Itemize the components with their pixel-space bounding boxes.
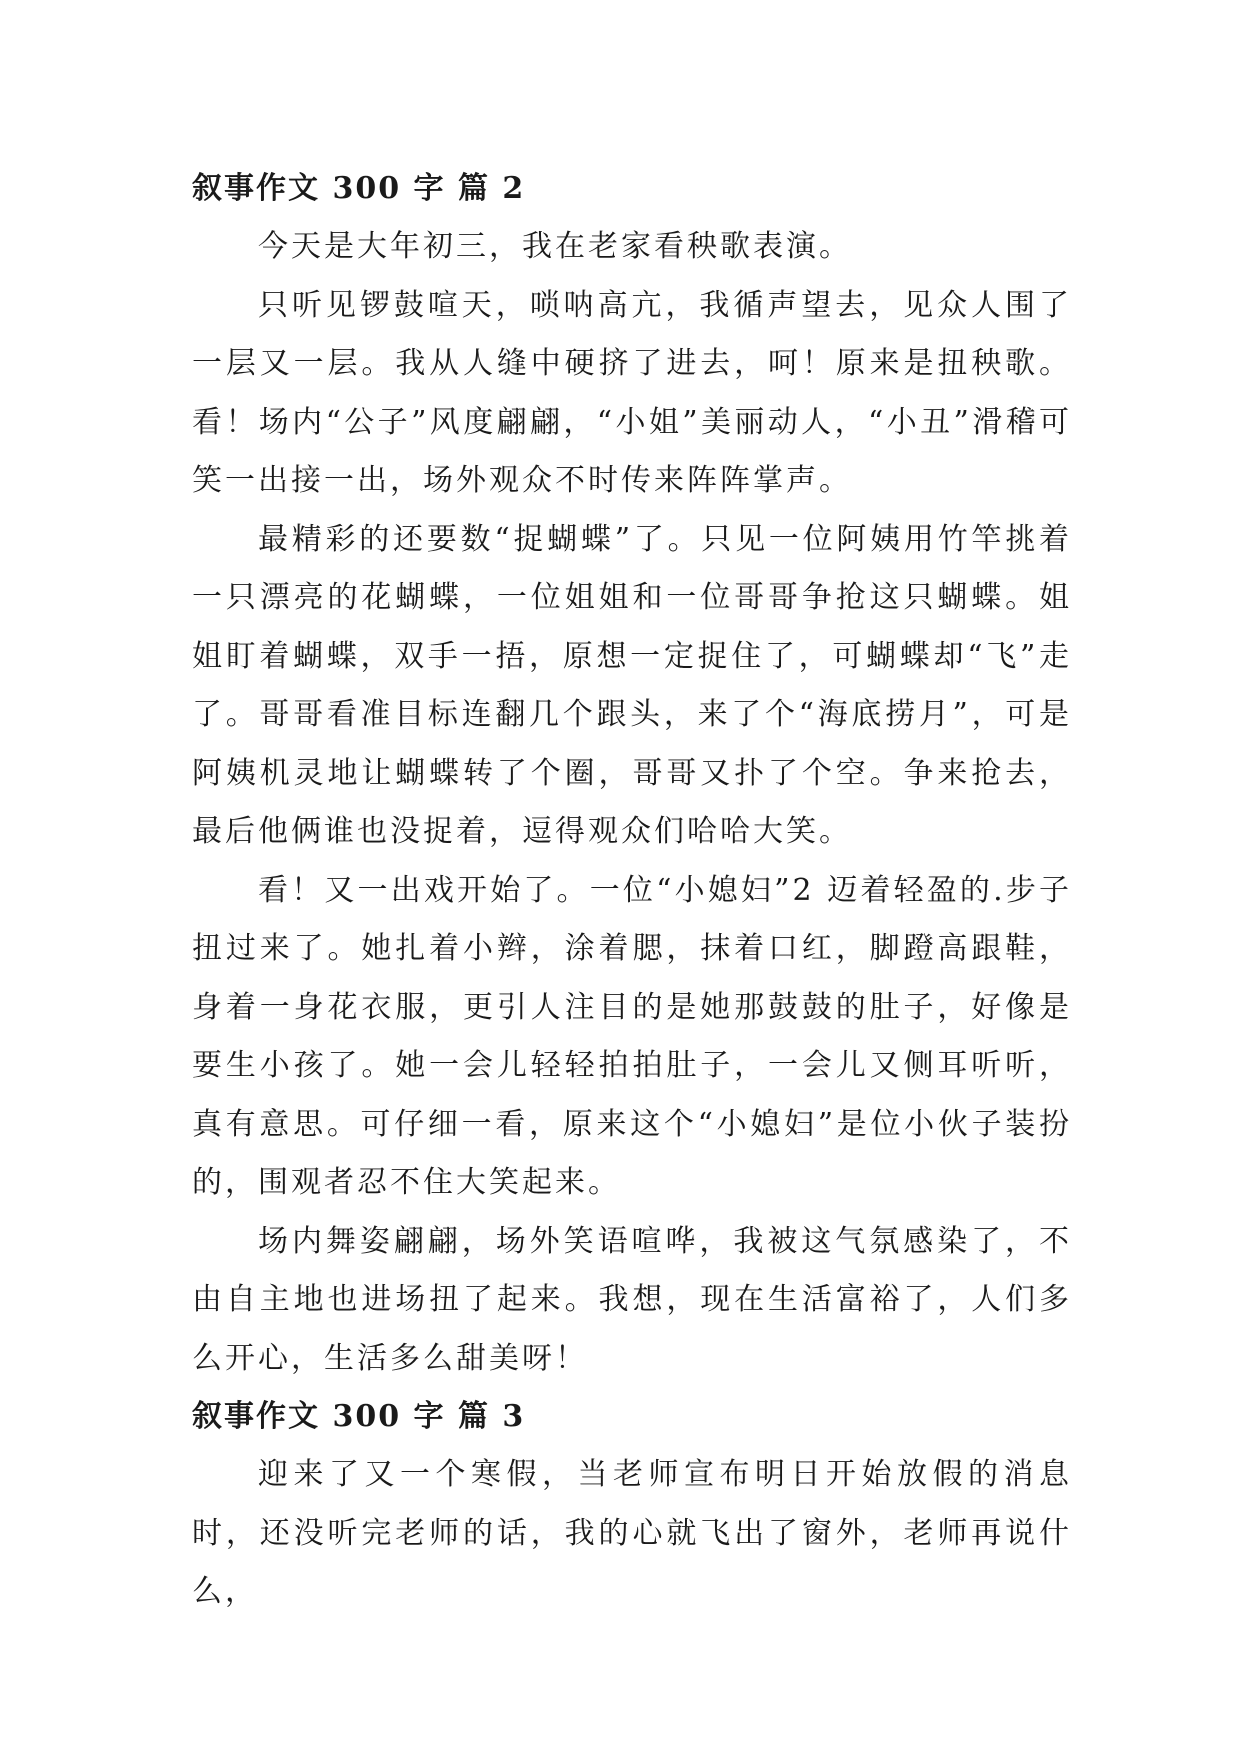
- paragraph: 最精彩的还要数“捉蝴蝶”了。只见一位阿姨用竹竿挑着一只漂亮的花蝴蝶，一位姐姐和一位哥哥争抢这只蝴蝶。姐姐盯着蝴蝶，双手一捂，原想一定捉住了，可蝴蝶却“飞”走了。哥哥看准目标连翻几个跟头，来了个“海底捞月”，可是阿姨机灵地让蝴蝶转了个圈，哥哥又扑了个空。争来抢去，最后他俩谁也没捉着，逗得观众们哈哈大笑。: [192, 521, 1072, 849]
- paragraph: 场内舞姿翩翩，场外笑语喧哗，我被这气氛感染了，不由自主地也进场扭了起来。我想，现在生活富裕了，人们多么开心，生活多么甜美呀！: [192, 1223, 1072, 1376]
- paragraph: 只听见锣鼓喧天，唢呐高亢，我循声望去，见众人围了一层又一层。我从人缝中硬挤了进去，呵！原来是扭秧歌。看！场内“公子”风度翩翩，“小姐”美丽动人，“小丑”滑稽可笑一出接一出，场外观众不时传来阵阵掌声。: [192, 287, 1072, 498]
- section-heading: 叙事作文 300 字 篇 3: [192, 1399, 526, 1434]
- paragraph: 迎来了又一个寒假，当老师宣布明日开始放假的消息时，还没听完老师的话，我的心就飞出了窗外，老师再说什么，: [192, 1457, 1072, 1609]
- document-body: [192, 160, 1072, 1622]
- paragraph: 今天是大年初三，我在老家看秧歌表演。: [258, 229, 852, 264]
- paragraph: 看！又一出戏开始了。一位“小媳妇”2 迈着轻盈的.步子扭过来了。她扎着小辫，涂着腮，抹着口红，脚蹬高跟鞋，身着一身花衣服，更引人注目的是她那鼓鼓的肚子，好像是要生小孩了。她一会儿轻轻拍拍肚子，一会儿又侧耳听听，真有意思。可仔细一看，原来这个“小媳妇”是位小伙子装扮的，围观者忍不住大笑起来。: [192, 872, 1072, 1200]
- section-heading: 叙事作文 300 字 篇 2: [192, 171, 526, 206]
